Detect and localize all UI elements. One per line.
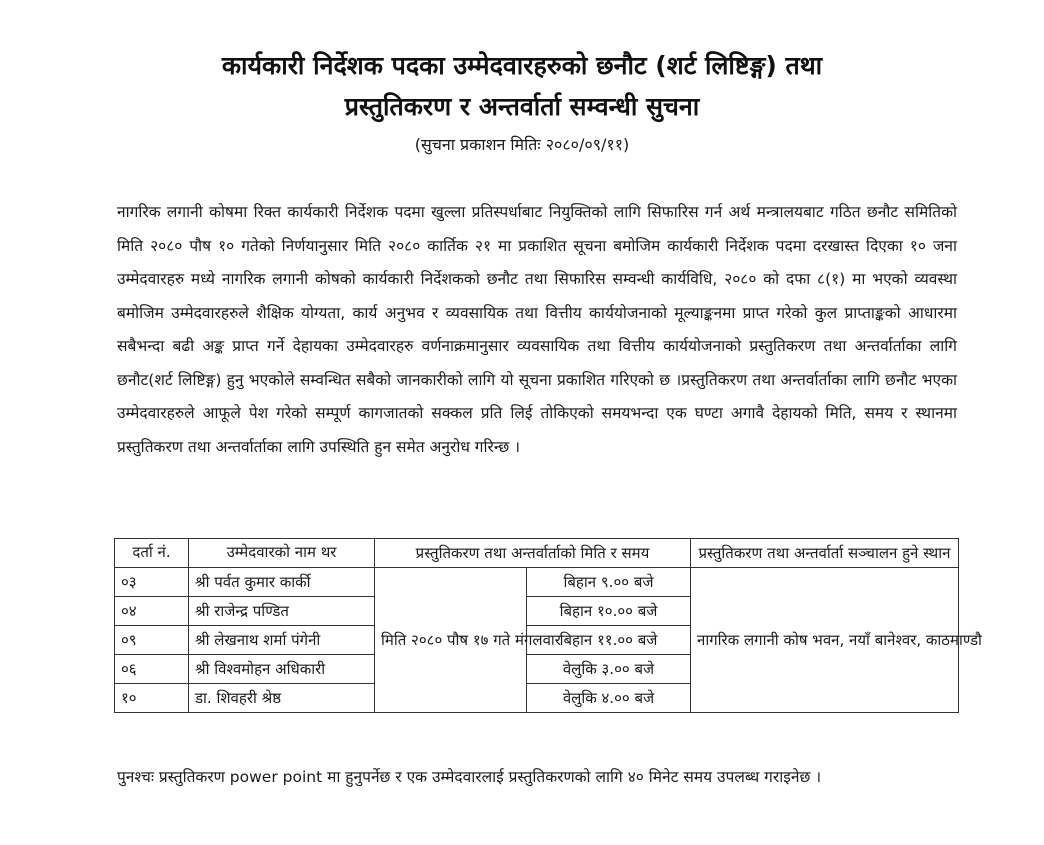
interview-time-cell: वेलुकि ४.०० बजे xyxy=(527,684,691,713)
header-date-time: प्रस्तुतिकरण तथा अन्तर्वार्ताको मिति र समय xyxy=(375,539,691,568)
reg-no-cell: ०३ xyxy=(115,568,189,597)
notice-title-line-2: प्रस्तुतिकरण र अन्तर्वार्ता सम्वन्धी सुचना xyxy=(344,92,700,121)
header-venue: प्रस्तुतिकरण तथा अन्तर्वार्ता सञ्चालन हुने स्थान xyxy=(691,539,959,568)
header-candidate-name: उम्मेदवारको नाम थर xyxy=(189,539,375,568)
interview-time-cell: बिहान ९.०० बजे xyxy=(527,568,691,597)
interview-schedule-table xyxy=(114,538,982,713)
notice-title-line-1: कार्यकारी निर्देशक पदका उम्मेदवारहरुको छनौट (शर्ट लिष्टिङ्ग) तथा xyxy=(221,51,823,80)
reg-no-cell: ०४ xyxy=(115,597,189,626)
reg-no-cell: ०६ xyxy=(115,655,189,684)
table-header-row xyxy=(115,539,959,568)
header-reg-no: दर्ता नं. xyxy=(115,539,189,568)
candidate-name-cell: श्री लेखनाथ शर्मा पंगेनी xyxy=(189,626,375,655)
table-row xyxy=(115,568,959,597)
interview-date-cell: मिति २०८० पौष १७ गते मंगलवार xyxy=(375,568,527,713)
reg-no-cell: ०९ xyxy=(115,626,189,655)
candidate-name-cell: श्री विश्वमोहन अधिकारी xyxy=(189,655,375,684)
candidate-name-cell: डा. शिवहरी श्रेष्ठ xyxy=(189,684,375,713)
candidate-name-cell: श्री पर्वत कुमार कार्की xyxy=(189,568,375,597)
footnote: पुनश्चः प्रस्तुतिकरण power point मा हुनुपर्नेछ र एक उम्मेदवारलाई प्रस्तुतिकरणको लागि ४० मिनेट समय उपलब्ध गराइनेछ । xyxy=(117,768,822,786)
venue-cell: नागरिक लगानी कोष भवन, नयाँ बानेश्वर, काठमाण्डौ xyxy=(691,568,959,713)
reg-no-cell: १० xyxy=(115,684,189,713)
candidate-name-cell: श्री राजेन्द्र पण्डित xyxy=(189,597,375,626)
interview-time-cell: बिहान १०.०० बजे xyxy=(527,597,691,626)
publication-date: (सुचना प्रकाशन मितिः २०८०/०९/११) xyxy=(414,135,630,154)
interview-time-cell: बिहान ११.०० बजे xyxy=(527,626,691,655)
notice-body-paragraph: नागरिक लगानी कोषमा रिक्त कार्यकारी निर्देशक पदमा खुल्ला प्रतिस्पर्धाबाट नियुक्तिको लागि सिफारिस गर्न अर्थ मन्त्रालयबाट गठित छनौट समितिको मिति २०८० पौष १० गतेको निर्णयानुसार मिति २०८० कार्तिक २१ मा प्रकाशित सूचना बमोजिम कार्यकारी निर्देशक पदमा दरखास्त दिएका १० जना उम्मेदवारहरु मध्ये नागरिक लगानी कोषको कार्यकारी निर्देशकको छनौट तथा सिफारिस सम्वन्धी कार्यविधि, २०८० को दफा ८(१) मा भएको व्यवस्था बमोजिम उम्मेदवारहरुले शैक्षिक योग्यता, कार्य अनुभव र व्यवसायिक तथा वित्तीय कार्ययोजनाको मूल्याङ्कनमा प्राप्त गरेको कुल प्राप्ताङ्कको आधारमा सबैभन्दा बढी अङ्क प्राप्त गर्ने देहायका उम्मेदवारहरु वर्णनाक्रमानुसार व्यवसायिक तथा वित्तीय कार्ययोजनाको प्रस्तुतिकरण तथा अन्तर्वार्ताका लागि छनौट(शर्ट लिष्टिङ्ग) हुनु भएकोले सम्वन्धित सबैको जानकारीको लागि यो सूचना प्रकाशित गरिएको छ ।प्रस्तुतिकरण तथा अन्तर्वार्ताका लागि छनौट भएका उम्मेदवारहरुले आफूले पेश गरेको सम्पूर्ण कागजातको सक्कल प्रति लिई तोकिएको समयभन्दा एक घण्टा अगावै देहायको मिति, समय र स्थानमा प्रस्तुतिकरण तथा अन्तर्वार्ताका लागि उपस्थिति हुन समेत अनुरोध गरिन्छ । xyxy=(117,203,957,456)
interview-time-cell: वेलुकि ३.०० बजे xyxy=(527,655,691,684)
